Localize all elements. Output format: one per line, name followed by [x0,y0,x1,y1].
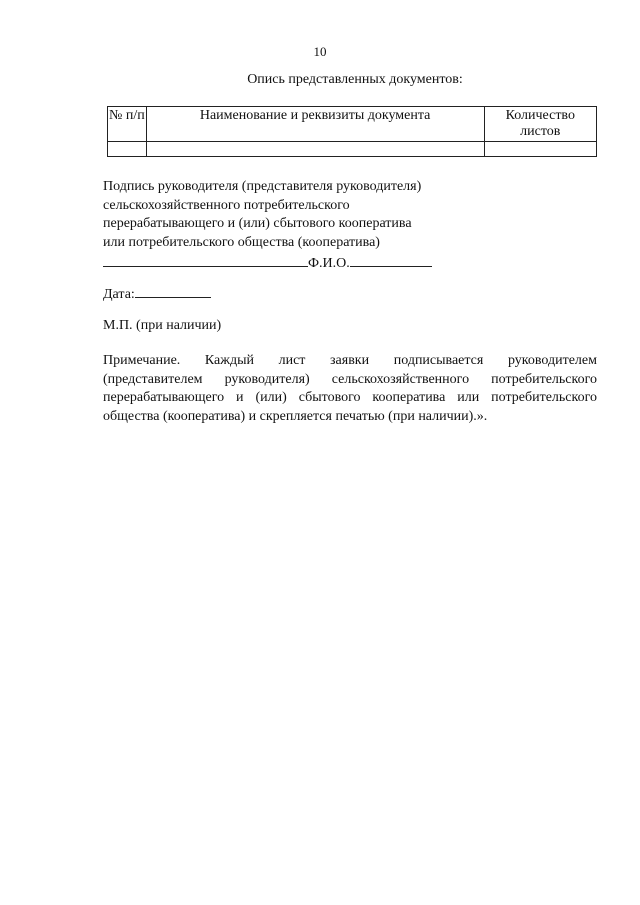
inventory-title: Опись представленных документов: [247,72,463,87]
note-line: общества (кооператива) и скрепляется печатью (при наличии).». [103,408,488,424]
fio-label: Ф.И.О. [308,256,350,271]
date-blank-line [135,283,211,298]
signature-text-line: перерабатывающего и (или) сбытового кооператива [103,216,412,231]
inventory-header-row [108,107,597,142]
cell-number [108,142,147,157]
header-name: Наименование и реквизиты документа [146,107,484,142]
stamp-label: М.П. (при наличии) [103,318,222,333]
date-row [103,283,211,303]
note-line: перерабатывающего и (или) сбытового кооператива или потребительского [103,390,597,405]
date-label: Дата: [103,287,135,302]
cell-name [146,142,484,157]
header-number: № п/п [108,107,147,142]
note-line: (представителем руководителя) сельскохозяйственного потребительского [103,371,597,387]
cell-count [484,142,596,157]
fio-blank-line [350,252,432,267]
note-line: Примечание. Каждый лист заявки подписывается руководителем [103,353,597,368]
note-paragraph [103,352,597,426]
signature-text-line: или потребительского общества (кооператива) [103,234,380,250]
signature-text-line: Подпись руководителя (представителя руководителя) [103,179,422,194]
signature-fio-row [103,252,503,274]
inventory-table [107,106,597,157]
table-row [108,142,597,157]
signature-block [103,178,503,274]
signature-blank-line [103,252,308,267]
page-number: 10 [313,44,327,59]
header-count: Количество листов [484,107,596,142]
signature-text-line: сельскохозяйственного потребительского [103,197,350,213]
